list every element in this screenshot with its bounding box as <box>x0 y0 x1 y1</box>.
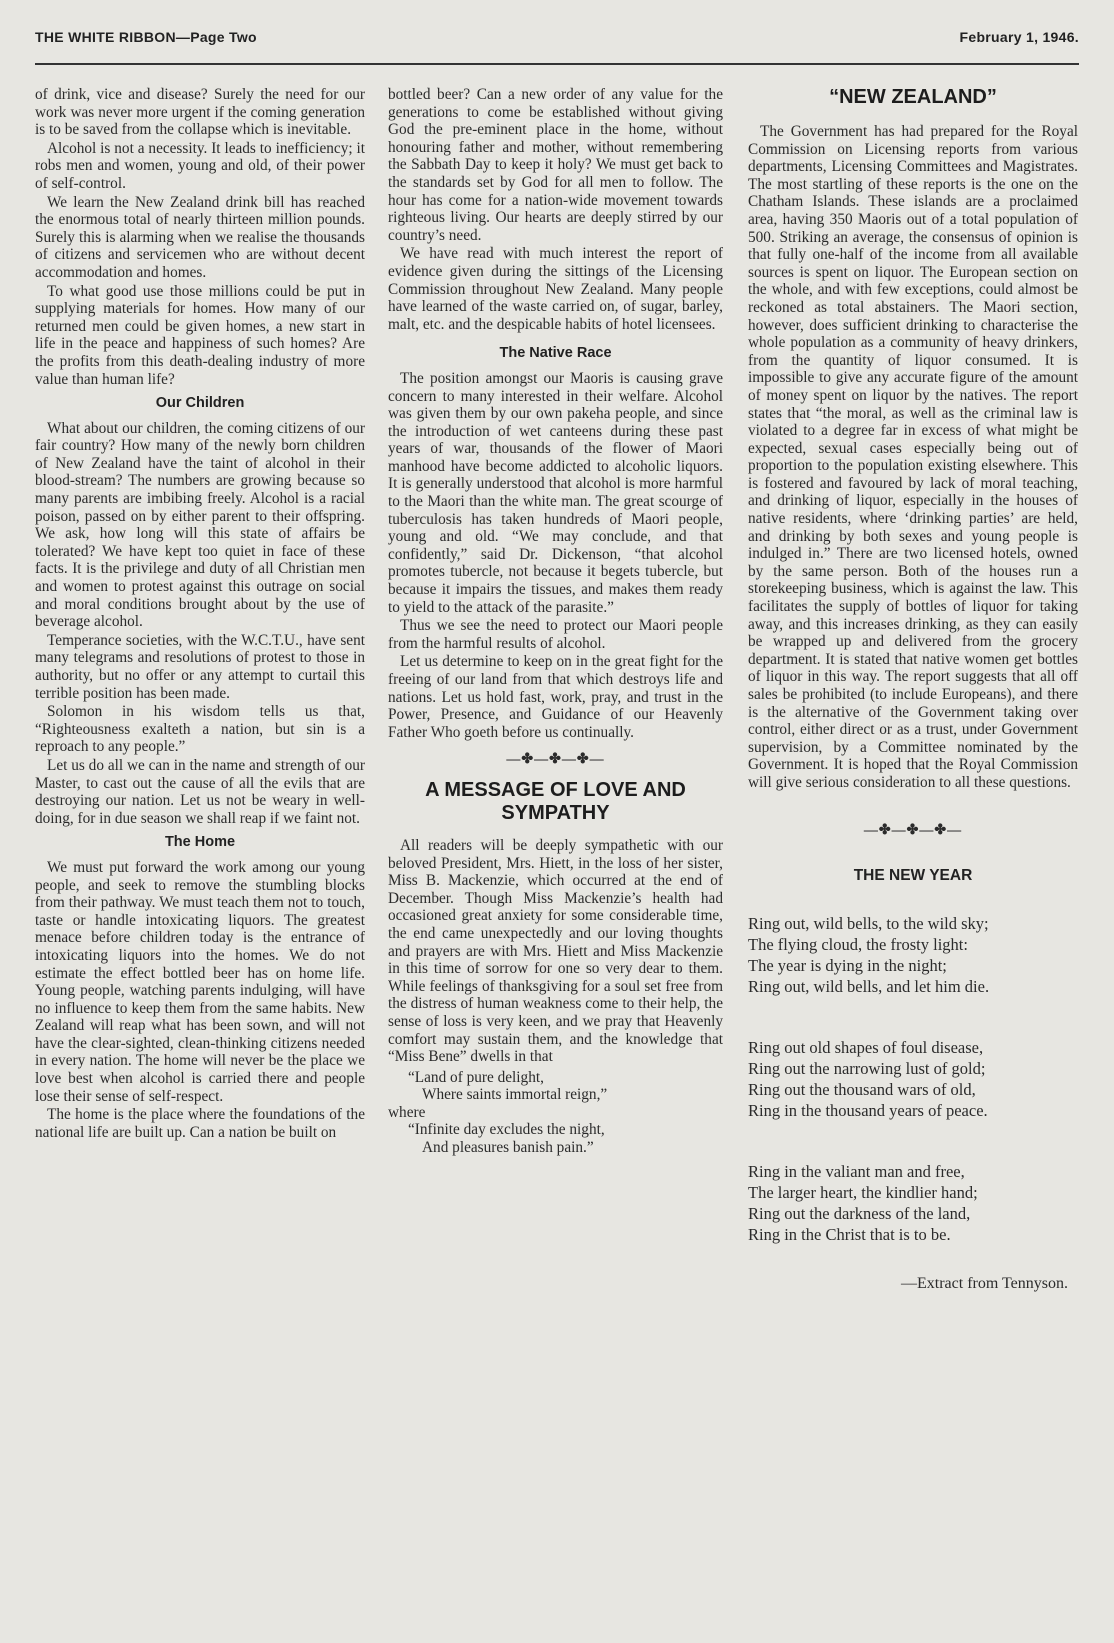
header-rule <box>35 63 1079 65</box>
hymn-quote <box>388 1068 723 1157</box>
paragraph: We have read with much interest the report of evidence given during the sittings of the Licensing Commission throughout New Zealand. Many people have learned of the waste carried on, of sugar, barley, malt, etc. and the despicable habits of hotel licensees. <box>388 245 723 333</box>
poem-line: Ring in the thousand years of peace. <box>748 1100 988 1120</box>
quote-line: “Land of pure delight, <box>408 1068 544 1086</box>
issue-date: February 1, 1946. <box>959 29 1079 45</box>
paragraph: bottled beer? Can a new order of any value for the generations to come be established without giving God the pre-eminent place in the home, without honouring father and mother, without remembering the Sabbath Day to keep it holy? We must get back to the standards set by God for all men to follow. The hour has come for a nation-wide movement towards righteous living. Our hearts are deeply stirred by our country’s need. <box>388 86 723 244</box>
poem <box>748 913 1078 1294</box>
poem-line: Ring out, wild bells, to the wild sky; <box>748 913 989 933</box>
poem-attribution: —Extract from Tennyson. <box>901 1274 1068 1292</box>
heading-the-home: The Home <box>164 834 236 851</box>
poem-line: Ring out, wild bells, and let him die. <box>748 976 990 996</box>
heading-message-of-love: A MESSAGE OF LOVE AND SYMPATHY <box>425 778 686 824</box>
quote-line: “Infinite day excludes the night, <box>408 1121 605 1139</box>
poem-line: Ring out the thousand wars of old, <box>748 1079 976 1099</box>
poem-stanza <box>748 1161 1078 1245</box>
poem-line: Ring in the valiant man and free, <box>748 1161 965 1181</box>
poem-stanza <box>748 913 1078 997</box>
column-2 <box>388 86 723 1157</box>
paragraph: We must put forward the work among our young people, and seek to remove the stumbling blocks from their pathway. We must teach them not to touch, taste or handle intoxicating liquors. The greatest menace before children today is the entrance of intoxicating liquors into the homes. We do not estimate the effect bottled beer has on home life. Young people, watching parents indulging, will have no influence to keep them from the same habits. New Zealand will reap what has been sown, and will not have the clear-sighted, clean-thinking citizens needed in every nation. The home will never be the place we love best when alcohol is carried there and people lose their sense of self-respect. <box>35 858 365 1105</box>
column-1 <box>35 86 365 1142</box>
heading-native-race: The Native Race <box>499 345 612 362</box>
section-ornament: —✤—✤—✤— <box>506 752 605 768</box>
quote-line: And pleasures banish pain.” <box>422 1139 594 1157</box>
poem-line: Ring out the darkness of the land, <box>748 1203 971 1223</box>
paragraph: The Government has had prepared for the Royal Commission on Licensing reports from various departments, Licensing Committees and Magistrates. The most startling of these reports is the one on the Chatham Islands. These islands are a proclaimed area, having 350 Maoris out of a total population of 500. Striking an average, the consensus of opinion is that fully one-half of the income from all available sources is spent on liquor. The European section on the whole, and with few exceptions, could almost be reckoned as total abstainers. The Maori section, however, does sufficient drinking to characterise the whole population as a community of heavy drinkers, from the quantity of liquor consumed. It is impossible to give any accurate figure of the amount of money spent on liquor by the natives. The report states that “the moral, as well as the criminal law is violated to a degree far in excess of what might be expected, sexual cases especially being out of proportion to the population existing elsewhere. This is fostered and favoured by lack of moral teaching, and drinking of liquor, especially in the houses of native residents, where ‘drinking parties’ are held, and drinking by both sexes and young people is indulged in.” There are two licensed hotels, owned by the same person. Both of the houses run a storekeeping business, which is against the law. This facilitates the supply of bottles of liquor for taking away, and this increases drinking, as they can easily be wrapped up and delivered from the grocery department. It is stated that native women get bottles of liquor in this way. The report suggests that all off sales be prohibited (to include Europeans), and there is the alternative of the Government taking over control, either direct or as a trust, under Government supervision, by a Committee nominated by the Government. It is hoped that the Royal Commission will give serious consideration to all these questions. <box>748 123 1078 791</box>
paragraph: The home is the place where the foundations of the national life are built up. Can a nation be built on <box>35 1106 365 1141</box>
paragraph: Let us determine to keep on in the great fight for the freeing of our land from that which destroys life and nations. Let us hold fast, work, pray, and trust in the Power, Presence, and Guidance of our Heavenly Father Who goeth before us continually. <box>388 653 723 741</box>
heading-our-children: Our Children <box>155 395 245 412</box>
poem-line: Ring in the Christ that is to be. <box>748 1224 951 1244</box>
heading-new-year: THE NEW YEAR <box>853 867 973 885</box>
paragraph: of drink, vice and disease? Surely the need for our work was never more urgent if the coming generation is to be saved from the collapse which is inevitable. <box>35 86 365 139</box>
paragraph: The position amongst our Maoris is causing grave concern to many interested in their welfare. Alcohol was given them by our own pakeha people, and since the introduction of wet canteens during these past years of war, thousands of the flower of Maori manhood have become addicted to alcoholic liquors. It is generally understood that alcohol is more harmful to the Maori than the white man. The great scourge of tuberculosis has taken hundreds of Maori people, young and old. “We may conclude, and that confidently,” said Dr. Dickenson, “that alcohol promotes tubercle, not because it begets tubercle, but because it impairs the tissues, and makes them ready to yield to the attack of the parasite.” <box>388 369 723 616</box>
poem-line: Ring out the narrowing lust of gold; <box>748 1058 986 1078</box>
paragraph: Alcohol is not a necessity. It leads to inefficiency; it robs men and women, young and old, of their power of self-control. <box>35 139 365 192</box>
poem-line: The larger heart, the kindlier hand; <box>748 1182 978 1202</box>
paragraph: All readers will be deeply sympathetic with our beloved President, Mrs. Hiett, in the loss of her sister, Miss B. Mackenzie, which occurred at the end of December. Though Miss Mackenzie’s health had occasioned great anxiety for some considerable time, the end came unexpectedly and our loving thoughts and prayers are with Mrs. Hiett and Miss Mackenzie in this time of sorrow for one so very dear to them. While feelings of thanksgiving for a soul set free from the distress of human weakness come to their help, the sense of loss is very keen, and we pray that Heavenly comfort may sustain them, and the knowledge that “Miss Bene” dwells in that <box>388 836 723 1066</box>
paragraph: We learn the New Zealand drink bill has reached the enormous total of nearly thirteen million pounds. Surely this is alarming when we realise the thousands of citizens and servicemen who are without decent accommodation and homes. <box>35 193 365 281</box>
poem-stanza <box>748 1037 1078 1121</box>
paragraph: Solomon in his wisdom tells us that, “Righteousness exalteth a nation, but sin is a reproach to any people.” <box>35 703 365 756</box>
quote-line: Where saints immortal reign,” <box>422 1086 608 1104</box>
page-header <box>35 26 1079 48</box>
section-ornament: —✤—✤—✤— <box>863 822 963 838</box>
poem-line: Ring out old shapes of foul disease, <box>748 1037 984 1057</box>
poem-line: The year is dying in the night; <box>748 955 947 975</box>
paragraph: To what good use those millions could be put in supplying materials for homes. How many of our returned men could be given homes, a new start in life in the peace and happiness of such homes? Are the profits from this death-dealing industry of more value than human life? <box>35 282 365 388</box>
masthead-page-label: THE WHITE RIBBON—Page Two <box>35 29 257 45</box>
heading-new-zealand: “NEW ZEALAND” <box>829 86 997 108</box>
poem-line: The flying cloud, the frosty light: <box>748 934 968 954</box>
paragraph: Thus we see the need to protect our Maori people from the harmful results of alcohol. <box>388 617 723 652</box>
paragraph: What about our children, the coming citizens of our fair country? How many of the newly born children of New Zealand have the taint of alcohol in their blood-stream? The numbers are growing because so many parents are imbibing freely. Alcohol is a racial poison, passed on by either parent to their offspring. We ask, how long will this state of affairs be tolerated? We have kept too quiet in face of these facts. It is the privilege and duty of all Christian men and women to protest against this outrage on social and moral conditions brought about by the use of beverage alcohol. <box>35 419 365 631</box>
quote-line: where <box>388 1103 426 1121</box>
paragraph: Let us do all we can in the name and strength of our Master, to cast out the cause of all the evils that are destroying our nation. Let us not be weary in well-doing, for in due season we shall reap if we faint not. <box>35 756 365 827</box>
paragraph: Temperance societies, with the W.C.T.U., have sent many telegrams and resolutions of protest to those in authority, but no offer or any attempt to curtail this terrible position has been made. <box>35 631 365 702</box>
column-3 <box>748 86 1078 1294</box>
